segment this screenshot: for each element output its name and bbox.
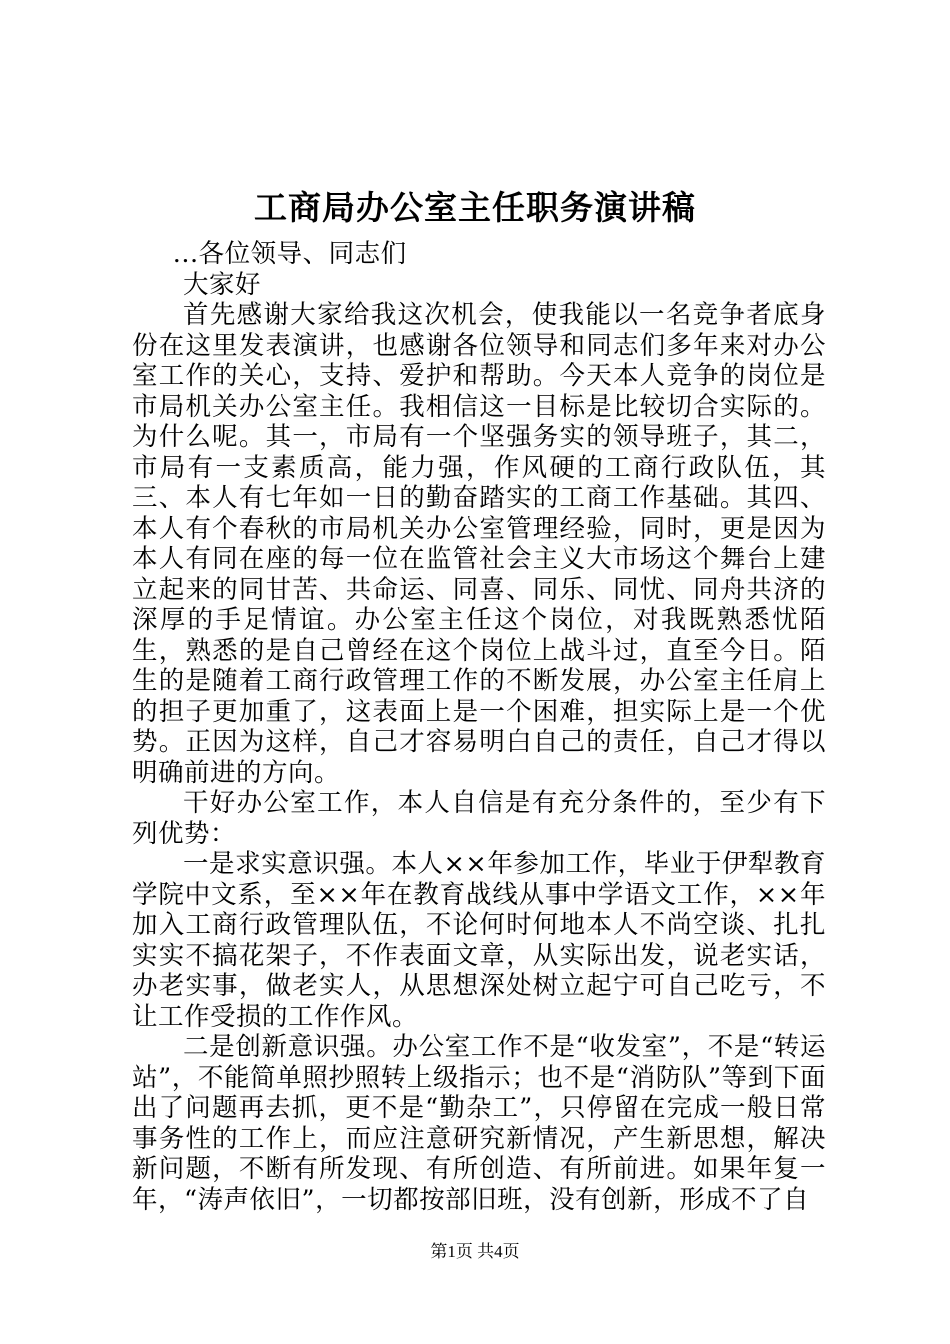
paragraph-advantage-one: 一是求实意识强。本人××年参加工作，毕业于伊犁教育学院中文系，至××年在教育战线从事中学语文工作，××年加入工商行政管理队伍，不论何时何地本人不尚空谈、扎扎实实不搞花架子，不作表面文章，从实际出发，说老实话，办老实事，做老实人，从思想深处树立起宁可自己吃亏，不让工作受损的工作作风。 (132, 849, 826, 1032)
document-title: 工商局办公室主任职务演讲稿 (254, 188, 696, 227)
paragraph-introduction: 首先感谢大家给我这次机会，使我能以一名竞争者底身份在这里发表演讲，也感谢各位领导和同志们多年来对办公室工作的关心，支持、爱护和帮助。今天本人竞争的岗位是市局机关办公室主任。我相信这一目标是比较切合实际的。为什么呢。其一，市局有一个坚强务实的领导班子，其二，市局有一支素质高，能力强，作风硬的工商行政队伍，其三、本人有七年如一日的勤奋踏实的工商工作基础。其四、本人有个春秋的市局机关办公室管理经验，同时，更是因为本人有同在座的每一位在监管社会主义大市场这个舞台上建立起来的同甘苦、共命运、同喜、同乐、同忧、同舟共济的深厚的手足情谊。办公室主任这个岗位，对我既熟悉忧陌生，熟悉的是自己曾经在这个岗位上战斗过，直至今日。陌生的是随着工商行政管理工作的不断发展，办公室主任肩上的担子更加重了，这表面上是一个困难，担实际上是一个优势。正因为这样，自己才容易明白自己的责任，自己才得以明确前进的方向。 (132, 300, 826, 788)
paragraph-advantages-intro: 干好办公室工作，本人自信是有充分条件的，至少有下列优势： (132, 788, 826, 849)
document-body (132, 239, 826, 1215)
paragraph-advantage-two: 二是创新意识强。办公室工作不是“收发室”，不是“转运站”，不能简单照抄照转上级指示；也不是“消防队”等到下面出了问题再去抓，更不是“勤杂工”，只停留在完成一般日常事务性的工作上，而应注意研究新情况，产生新思想，解决新问题，不断有所发现、有所创造、有所前进。如果年复一年，“涛声依旧”，一切都按部旧班，没有创新，形成不了自 (132, 1032, 826, 1215)
paragraph-greeting: 大家好 (183, 269, 262, 300)
paragraph-salutation: ...各位领导、同志们 (172, 239, 407, 269)
page-footer: 第1页 共4页 (430, 1242, 520, 1261)
